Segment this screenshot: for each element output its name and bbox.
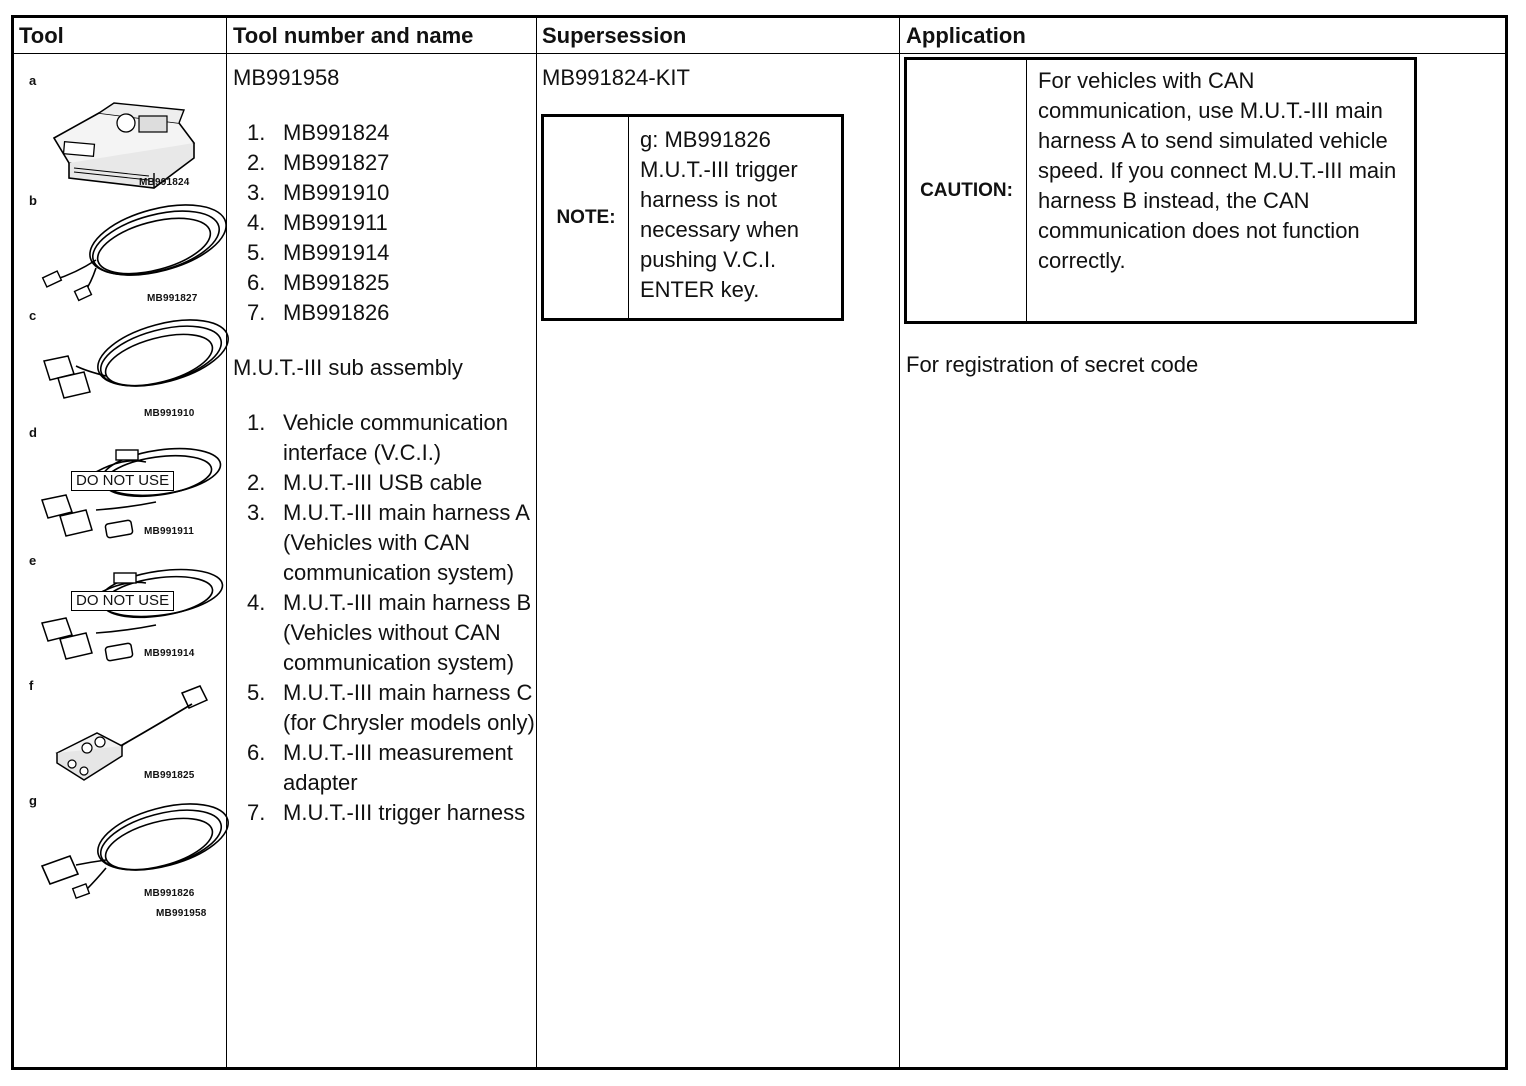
column-divider: [226, 18, 227, 1067]
column-divider: [899, 18, 900, 1067]
list-item-number: 6.: [247, 740, 266, 765]
list-item-number: 2.: [247, 470, 266, 495]
usb-cable-icon: [36, 198, 216, 298]
tool-code: MB991914: [144, 648, 195, 659]
list-item-text: M.U.T.-III main harness C (for Chrysler models only): [283, 680, 535, 735]
list-item: [233, 738, 541, 798]
tool-number-cell: [233, 63, 533, 828]
list-item: [233, 588, 541, 678]
header-tool-number: Tool number and name: [233, 23, 474, 48]
note-box: [541, 114, 844, 321]
list-item: [233, 468, 541, 498]
list-item: [233, 208, 533, 238]
tool-letter: a: [29, 73, 37, 88]
tool-code: MB991827: [147, 293, 198, 304]
tool-letter: d: [29, 425, 37, 440]
list-item-number: 6.: [247, 270, 266, 295]
list-item-text: MB991826: [283, 300, 390, 325]
list-item-number: 7.: [247, 300, 266, 325]
list-item-number: 4.: [247, 210, 266, 235]
kit-code: MB991958: [156, 908, 207, 919]
list-item-number: 1.: [247, 410, 266, 435]
list-item: [233, 678, 541, 738]
main-harness-a-icon: [36, 316, 221, 411]
tool-code: MB991825: [144, 770, 195, 781]
list-item: [233, 238, 533, 268]
list-item-number: 2.: [247, 150, 266, 175]
list-item-text: MB991827: [283, 150, 390, 175]
list-item-text: MB991914: [283, 240, 390, 265]
list-item-text: MB991911: [283, 210, 388, 235]
list-item-text: MB991825: [283, 270, 390, 295]
list-item-text: MB991910: [283, 180, 390, 205]
list-item: [233, 178, 533, 208]
list-item: [233, 118, 533, 148]
do-not-use-warning: DO NOT USE: [71, 471, 174, 491]
caution-text: For vehicles with CAN communication, use M.U.T.-III main harness A to send simulated vehicle speed. If you connect M.U.T.-III main harness B instead, the CAN communication does not function correctly.: [1038, 68, 1397, 273]
tool-code: MB991910: [144, 408, 195, 419]
list-item: [233, 268, 533, 298]
header-divider: [14, 53, 1505, 54]
list-item: [233, 298, 533, 328]
header-application: Application: [906, 23, 1026, 48]
main-tool-number: MB991958: [233, 65, 340, 90]
list-item-text: MB991824: [283, 120, 390, 145]
header-tool: Tool: [19, 23, 64, 48]
list-item-number: 3.: [247, 180, 266, 205]
list-item-text: M.U.T.-III main harness B (Vehicles without CAN communication system): [283, 590, 532, 675]
application-usage: For registration of secret code: [906, 352, 1199, 377]
list-item: [233, 498, 541, 588]
tool-letter: e: [29, 553, 37, 568]
list-item-number: 1.: [247, 120, 266, 145]
list-item-text: M.U.T.-III trigger harness: [283, 800, 526, 825]
note-text: g: MB991826 M.U.T.-III trigger harness is not necessary when pushing V.C.I. ENTER key.: [640, 127, 799, 302]
list-item-number: 7.: [247, 800, 266, 825]
special-tools-table: [11, 15, 1508, 1070]
caution-box: [904, 57, 1417, 324]
tool-code: MB991826: [144, 888, 195, 899]
tool-letter: b: [29, 193, 37, 208]
list-item-text: M.U.T.-III measurement adapter: [283, 740, 513, 795]
list-item-number: 4.: [247, 590, 266, 615]
list-item-text: Vehicle communication interface (V.C.I.): [283, 410, 509, 465]
sub-assembly-list: [233, 408, 541, 828]
list-item-text: M.U.T.-III main harness A (Vehicles with CAN communication system): [283, 500, 529, 585]
sub-assembly-title: M.U.T.-III sub assembly: [233, 355, 463, 380]
list-item: [233, 798, 541, 828]
list-item-number: 3.: [247, 500, 266, 525]
do-not-use-warning: DO NOT USE: [71, 591, 174, 611]
caution-label: CAUTION:: [907, 60, 1027, 321]
list-item: [233, 408, 541, 468]
list-item: [233, 148, 533, 178]
list-item-number: 5.: [247, 240, 266, 265]
tool-letter: f: [29, 678, 34, 693]
vci-device-icon: [44, 78, 214, 188]
list-item-number: 5.: [247, 680, 266, 705]
header-supersession: Supersession: [542, 23, 687, 48]
tool-code: MB991824: [139, 177, 190, 188]
tool-letter: c: [29, 308, 37, 323]
component-list: [233, 118, 533, 328]
list-item-text: M.U.T.-III USB cable: [283, 470, 483, 495]
measurement-adapter-icon: [42, 678, 217, 783]
tool-letter: g: [29, 793, 37, 808]
tool-code: MB991911: [144, 526, 194, 537]
note-label: NOTE:: [544, 117, 629, 318]
supersession-code: MB991824-KIT: [542, 65, 690, 90]
